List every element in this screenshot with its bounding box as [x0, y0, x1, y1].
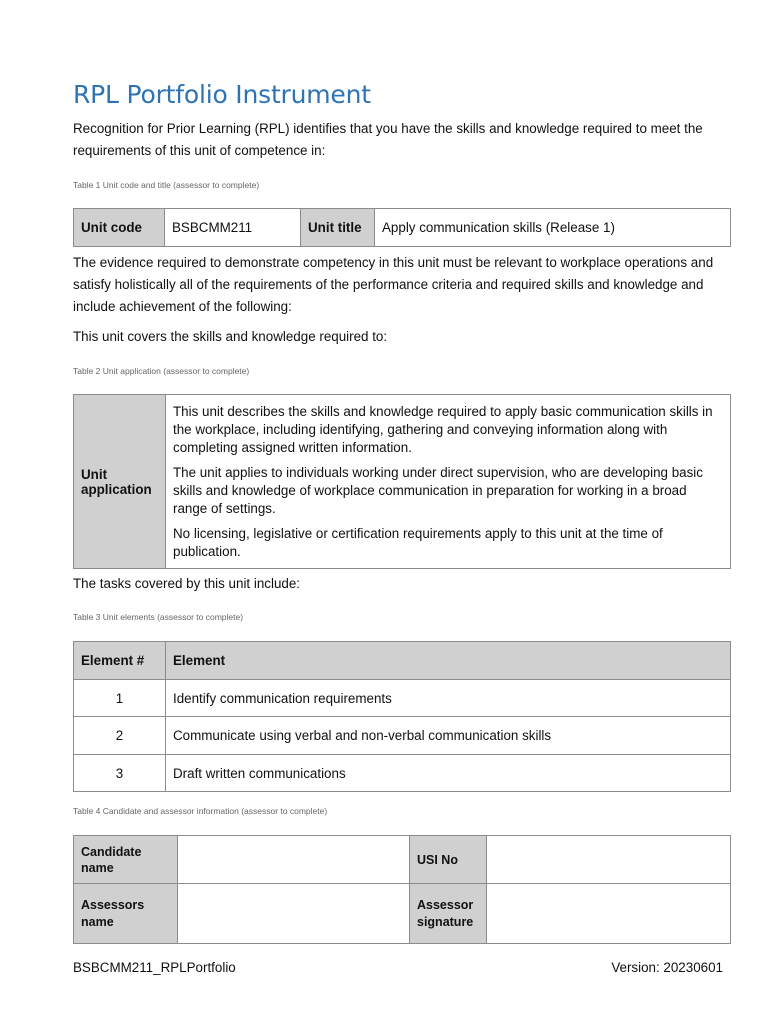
table-row: [74, 755, 731, 792]
usi-label: USI No: [410, 836, 487, 884]
element-number: 3: [74, 755, 166, 792]
table3-caption: Table 3 Unit elements (assessor to complete): [73, 612, 244, 622]
tasks-paragraph: The tasks covered by this unit include:: [73, 576, 301, 591]
table-header-row: [74, 642, 731, 680]
element-number-header: Element #: [74, 642, 166, 680]
table-row: [74, 680, 731, 717]
unit-code-value: BSBCMM211: [165, 209, 301, 247]
unit-application-table: [73, 394, 731, 569]
application-paragraph-2: The unit applies to individuals working under direct supervision, who are developing basic skills and knowledge of workplace communication in preparation for working in a broad range of settings.: [173, 465, 703, 516]
element-text: Communicate using verbal and non-verbal communication skills: [166, 717, 731, 755]
table1-caption: Table 1 Unit code and title (assessor to complete): [73, 180, 260, 190]
element-number: 1: [74, 680, 166, 717]
intro-paragraph: Recognition for Prior Learning (RPL) identifies that you have the skills and knowledge required to meet the requirements of this unit of competence in:: [73, 121, 703, 158]
footer-filename: BSBCMM211_RPLPortfolio: [73, 960, 236, 975]
table-row: [74, 717, 731, 755]
application-paragraph-1: This unit describes the skills and knowledge required to apply basic communication skills in the workplace, including identifying, gathering and conveying information along with completing assigned written information.: [173, 404, 713, 455]
assessor-signature-label: Assessor signature: [410, 884, 487, 944]
application-paragraph-3: No licensing, legislative or certification requirements apply to this unit at the time of publication.: [173, 526, 663, 559]
covers-paragraph: This unit covers the skills and knowledge required to:: [73, 329, 388, 344]
unit-application-label: Unit application: [74, 395, 166, 569]
candidate-assessor-table: [73, 835, 731, 944]
footer-version: Version: 20230601: [611, 960, 723, 975]
unit-application-content: [166, 395, 731, 569]
table2-caption: Table 2 Unit application (assessor to complete): [73, 366, 250, 376]
unit-title-value: Apply communication skills (Release 1): [375, 209, 731, 247]
unit-code-table: [73, 208, 731, 247]
element-text: Draft written communications: [166, 755, 731, 792]
candidate-name-field[interactable]: [178, 836, 410, 884]
assessor-signature-field[interactable]: [487, 884, 731, 944]
table4-caption: Table 4 Candidate and assessor information (assessor to complete): [73, 806, 328, 816]
page-title: RPL Portfolio Instrument: [73, 80, 371, 109]
evidence-paragraph: The evidence required to demonstrate competency in this unit must be relevant to workplace operations and satisfy holistically all of the requirements of the performance criteria and required skills and knowledge and include achievement of the following:: [73, 255, 714, 314]
element-number: 2: [74, 717, 166, 755]
element-header: Element: [166, 642, 731, 680]
unit-title-label: Unit title: [301, 209, 375, 247]
assessor-name-label: Assessors name: [74, 884, 178, 944]
assessor-name-field[interactable]: [178, 884, 410, 944]
usi-field[interactable]: [487, 836, 731, 884]
unit-code-label: Unit code: [74, 209, 165, 247]
element-text: Identify communication requirements: [166, 680, 731, 717]
candidate-name-label: Candidate name: [74, 836, 178, 884]
unit-elements-table: [73, 641, 731, 792]
